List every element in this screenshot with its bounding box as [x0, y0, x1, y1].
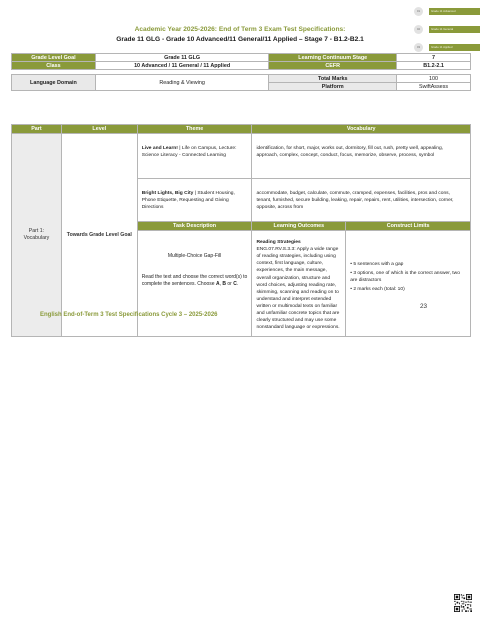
vocab-2: accommodate, budget, calculate, commute, cramped, expenses, facilities, pros and cons, tenant, furnished, secure building, leaking, repair, repairs, rent, utilities, intersection, corner, opposite, across from [252, 179, 471, 222]
task-text-sep: , [219, 281, 223, 287]
task-description [137, 231, 252, 337]
outcome-title: Reading Strategies [256, 240, 301, 245]
side-tab-label: Grade 11 General [429, 26, 480, 33]
outcome-body [256, 246, 341, 331]
header-outcomes: Learning Outcomes [252, 222, 346, 231]
side-tab-label: Grade 11 Applied [429, 44, 480, 51]
theme-1-details: | Life on Campus, Lecture: Science Literacy - Connected Learning [141, 146, 237, 159]
theme-2-title: Bright Lights, Big City [141, 191, 194, 196]
task-format: Multiple-Choice Gap-Fill [167, 253, 222, 259]
header-part: Part [12, 125, 62, 134]
qr-code-icon [454, 594, 472, 612]
task-text-or: or [225, 281, 234, 287]
grade-level-goal-value: Grade 11 GLG [95, 54, 269, 62]
learning-continuum-label: Learning Continuum Stage [269, 54, 397, 62]
platform-label: Platform [269, 83, 397, 91]
theme-1-title: Live and Learn! [141, 146, 178, 151]
level-cell: Towards Grade Level Goal [61, 134, 137, 337]
document-title: Academic Year 2025-2026: End of Term 3 Exam Test Specifications: [134, 26, 346, 33]
header-theme: Theme [137, 125, 252, 134]
document-subtitle: Grade 11 GLG - Grade 10 Advanced/11 General/11 Applied – Stage 7 - B1.2-B2.1 [116, 36, 364, 43]
header-task: Task Description [137, 222, 252, 231]
side-tabs [414, 6, 480, 60]
outcome-text: Apply a wide range of reading strategies, including using context, first language, culture, experiences, the main message, overall organization, structure and word choices, adjusting reading rate, skimming, scanning and reading on to understand and interpret extended written or multimodal texts on familiar and unfamiliar concrete topics that are clearly structured and may use some nonstandard language or expressions. [256, 247, 340, 331]
option-c: C [233, 281, 237, 287]
task-text: Read the text and choose the correct word(s) to complete the sentences. Choose [141, 274, 248, 287]
info-table [11, 53, 471, 91]
class-value: 10 Advanced / 11 General / 11 Applied [95, 62, 269, 70]
side-tab-1[interactable] [414, 6, 480, 17]
side-tab-3[interactable] [414, 42, 480, 53]
learning-continuum-value: 7 [397, 54, 471, 62]
total-marks-value: 100 [397, 75, 471, 83]
learning-outcome [252, 231, 346, 337]
vocab-1: identification, for short, major, works out, dormitory, fill out, rush, pretty well, appealing, approach, complex, concept, conduct, focus, memorize, observe, process, symbol [252, 134, 471, 179]
side-tab-label: Grade 11 Advanced [429, 8, 480, 15]
task-text-end: . [236, 281, 239, 287]
option-b: B [222, 281, 226, 287]
theme-1 [137, 134, 252, 179]
page-number: 23 [420, 303, 428, 310]
spec-table [11, 124, 471, 337]
side-tab-number: 02 [414, 25, 423, 34]
limit-item: • 2 marks each (total: 10) [350, 287, 405, 293]
cefr-value: B1.2-2.1 [397, 62, 471, 70]
total-marks-label: Total Marks [269, 75, 397, 83]
side-tab-number: 01 [414, 7, 423, 16]
part-cell [12, 134, 62, 337]
class-label: Class [12, 62, 96, 70]
limit-item: • 5 sentences with a gap [350, 262, 404, 267]
header-vocabulary: Vocabulary [252, 125, 471, 134]
language-domain-label: Language Domain [12, 75, 96, 91]
side-tab-number: 03 [414, 43, 423, 52]
cefr-label: CEFR [269, 62, 397, 70]
part-label: Part 1: Vocabulary [23, 227, 50, 241]
header-limits: Construct Limits [346, 222, 471, 231]
theme-2 [137, 179, 252, 222]
limit-item: • 3 options, one of which is the correct answer, two are distractors [350, 271, 460, 284]
task-instructions [142, 274, 248, 288]
outcome-code: ENG.07.RV.S.3.3: [256, 247, 296, 253]
language-domain-value: Reading & Viewing [95, 75, 269, 91]
page-footer: English End-of-Term 3 Test Specifications Cycle 3 – 2025-2026 [40, 312, 218, 318]
grade-level-goal-label: Grade Level Goal [12, 54, 96, 62]
theme-2-details: | Student Housing, Phone Etiquette, Requesting and Giving Directions [141, 191, 235, 211]
platform-value: SwiftAssess [397, 83, 471, 91]
option-a: A [215, 281, 220, 287]
header-level: Level [61, 125, 137, 134]
construct-limits [346, 231, 471, 337]
